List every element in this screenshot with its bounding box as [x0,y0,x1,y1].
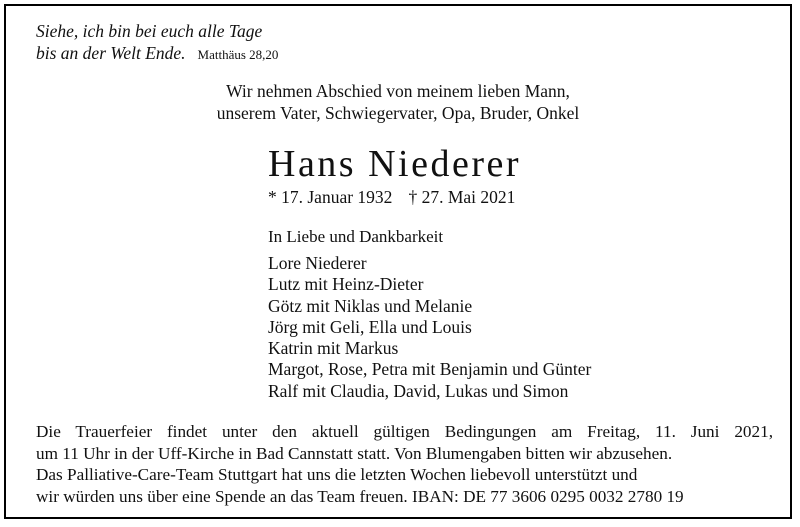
verse-reference: Matthäus 28,20 [197,47,279,62]
verse-line-2-text: bis an der Welt Ende. [36,43,186,63]
life-dates [268,186,515,208]
deceased-name: Hans Niederer [268,143,522,185]
family-member: Margot, Rose, Petra mit Benjamin und Günter [268,359,592,380]
birth-date: * 17. Januar 1932 [268,187,393,207]
family-member: Lutz mit Heinz-Dieter [268,274,424,295]
notice-line: Das Palliative-Care-Team Stuttgart hat uns die letzten Wochen liebevoll unterstützt und [36,465,638,485]
family-member: Lore Niederer [268,253,367,273]
death-date: † 27. Mai 2021 [408,187,516,207]
notice-line: wir würden uns über eine Spende an das Team freuen. IBAN: DE 77 3606 0295 0032 2780 19 [36,486,684,506]
family-list [268,253,591,402]
family-member: Katrin mit Markus [268,338,399,359]
verse-line-1: Siehe, ich bin bei euch alle Tage [36,21,263,41]
intro-line-2: unserem Vater, Schwiegervater, Opa, Bruder, Onkel [216,103,580,123]
family-member: Götz mit Niklas und Melanie [268,295,473,316]
family-member: Ralf mit Claudia, David, Lukas und Simon [268,380,569,401]
funeral-notice [36,421,773,507]
notice-line: Die Trauerfeier findet unter den aktuell gültigen Bedingungen am Freitag, 11. Juni 2021, [36,422,773,441]
closing-phrase: In Liebe und Dankbarkeit [268,227,444,246]
verse-line-2 [36,42,278,66]
obituary-frame [4,4,792,519]
intro-line-1: Wir nehmen Abschied von meinem lieben Mann, [226,81,570,101]
notice-line: um 11 Uhr in der Uff-Kirche in Bad Cannstatt statt. Von Blumengaben bitten wir abzusehen. [36,443,673,463]
family-member: Jörg mit Geli, Ella und Louis [268,316,472,337]
